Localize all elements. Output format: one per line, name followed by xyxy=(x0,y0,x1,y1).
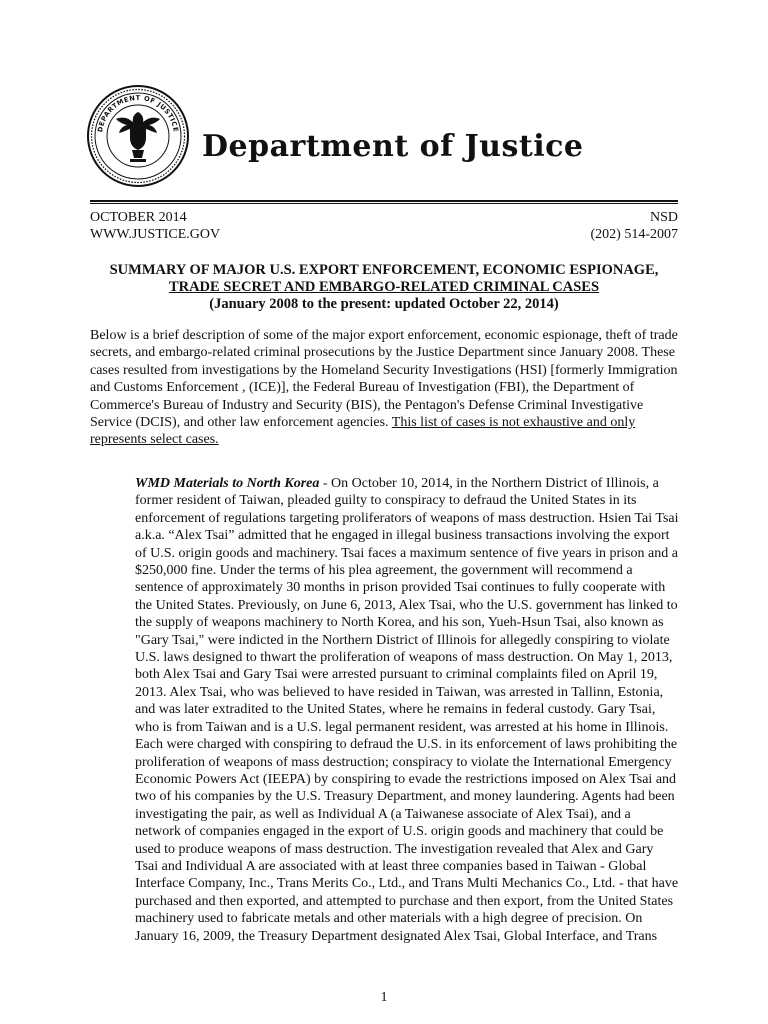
case-title: WMD Materials to North Korea xyxy=(135,476,320,491)
release-date: OCTOBER 2014 xyxy=(90,210,187,225)
intro-paragraph xyxy=(90,327,682,449)
department-title: Department of Justice xyxy=(202,129,584,164)
meta-row-1 xyxy=(90,209,678,226)
case-line: the supply of weapons machinery to North Korea, and his son, Yueh-Hsun Tsai, also known as xyxy=(135,615,664,631)
case-line: proliferation of weapons of mass destruction; conspiracy to violate the International Emergency xyxy=(135,754,672,770)
case-line: January 16, 2009, the Treasury Department designated Alex Tsai, Global Interface, and Trans xyxy=(135,928,658,944)
case-line: machinery used to fabricate metals and other materials with a high degree of precision. On xyxy=(135,911,643,927)
heading-line: (January 2008 to the present: updated October 22, 2014) xyxy=(209,296,559,312)
case-line: 2013. Alex Tsai, who was believed to have resided in Taiwan, was arrested in Tallinn, Estonia, xyxy=(135,684,664,700)
case-line: investigating the pair, as well as Individual A (a Taiwanese associate of Alex Tsai), and a xyxy=(135,806,631,822)
case-line: network of companies engaged in the export of U.S. origin goods and machinery that could be xyxy=(135,824,664,840)
heading-line: SUMMARY OF MAJOR U.S. EXPORT ENFORCEMENT, ECONOMIC ESPIONAGE, xyxy=(109,262,659,278)
case-line: former resident of Taiwan, pleaded guilty to conspiracy to defraud the United States in its xyxy=(135,493,637,509)
case-line xyxy=(135,475,683,492)
case-line: both Alex Tsai and Gary Tsai were arrested pursuant to criminal complaints filed on April 19, xyxy=(135,667,658,683)
doj-seal-logo xyxy=(86,84,190,188)
case-line: Interface Company, Inc., Trans Merits Co., Ltd., and Trans Multi Mechanics Co., Ltd. - that have xyxy=(135,876,679,892)
intro-line xyxy=(90,431,682,448)
case-line: used to produce weapons of mass destruction. The investigation revealed that Alex and Gary xyxy=(135,841,654,857)
intro-disclaimer-end: represents select cases. xyxy=(90,432,219,448)
header-rule-thin xyxy=(90,203,678,204)
case-line: U.S. laws designed to thwart the proliferation of weapons of mass destruction. On May 1, 2013, xyxy=(135,650,673,666)
intro-disclaimer: This list of cases is not exhaustive and only xyxy=(391,415,636,431)
office-code: NSD xyxy=(649,210,678,225)
intro-line: Below is a brief description of some of the major export enforcement, economic espionage, theft of trade xyxy=(90,328,678,343)
intro-line: secrets, and embargo-related criminal prosecutions by the Justice Department since January 2008. These xyxy=(90,345,675,361)
case-line: purchased and then exported, and attempted to purchase and then export, from the United States xyxy=(135,893,674,909)
case-line: and was later extradited to the United States, where he remains in federal custody. Gary Tsai, xyxy=(135,702,656,718)
case-line: $250,000 fine. Under the terms of his plea agreement, the government will recommend a xyxy=(135,563,633,579)
case-line: sentence of approximately 30 months in prison provided Tsai continues to fully cooperate with xyxy=(135,580,666,596)
case-line: Economic Powers Act (IEEPA) by conspiring to evade the restrictions imposed on Alex Tsai and xyxy=(135,771,677,787)
case-line: Each were charged with conspiring to defraud the U.S. in its enforcement of laws prohibiting the xyxy=(135,737,678,753)
case-line: the United States. Previously, on June 6, 2013, Alex Tsai, who the U.S. government has linked to xyxy=(135,597,678,613)
case-text: - On October 10, 2014, in the Northern District of Illinois, a xyxy=(319,476,659,491)
case-line: "Gary Tsai," were indicted in the Northern District of Illinois for allegedly conspiring to violate xyxy=(135,632,670,648)
intro-line xyxy=(90,414,682,431)
case-line: Tsai and Individual A are associated with at least three companies based in Taiwan - Global xyxy=(135,858,647,874)
intro-line: cases resulted from investigations by the Homeland Security Investigations (HSI) [formerly Immigration xyxy=(90,362,678,378)
intro-line: and Customs Enforcement , (ICE)], the Federal Bureau of Investigation (FBI), the Department of xyxy=(90,380,635,396)
phone-number: (202) 514-2007 xyxy=(590,227,678,242)
document-heading xyxy=(90,262,678,313)
website: WWW.JUSTICE.GOV xyxy=(90,227,221,242)
intro-tail-prefix: Service (DCIS), and other law enforcement agencies. xyxy=(90,415,392,431)
heading-line: TRADE SECRET AND EMBARGO-RELATED CRIMINAL CASES xyxy=(168,279,600,295)
case-line: a.k.a. “Alex Tsai” admitted that he engaged in illegal business transactions involving the export xyxy=(135,528,670,544)
svg-text:DEPARTMENT OF JUSTICE: DEPARTMENT OF JUSTICE xyxy=(96,93,180,133)
page-number: 1 xyxy=(380,990,388,1005)
case-entry xyxy=(135,475,683,945)
header-rule xyxy=(90,200,678,202)
case-line: of U.S. origin goods and machinery. Tsai faces a maximum sentence of five years in prison and a xyxy=(135,545,678,561)
case-line: who is from Taiwan and is a U.S. legal permanent resident, was arrested at his home in Illinois. xyxy=(135,719,669,735)
intro-line: Commerce's Bureau of Industry and Security (BIS), the Pentagon's Defense Criminal Investigative xyxy=(90,397,644,413)
meta-row-2 xyxy=(90,226,678,243)
case-line: enforcement of regulations targeting proliferators of weapons of mass destruction. Hsien Tai Tsai xyxy=(135,510,679,526)
case-line: two of his companies by the U.S. Treasury Department, and money laundering. Agents had been xyxy=(135,789,675,805)
